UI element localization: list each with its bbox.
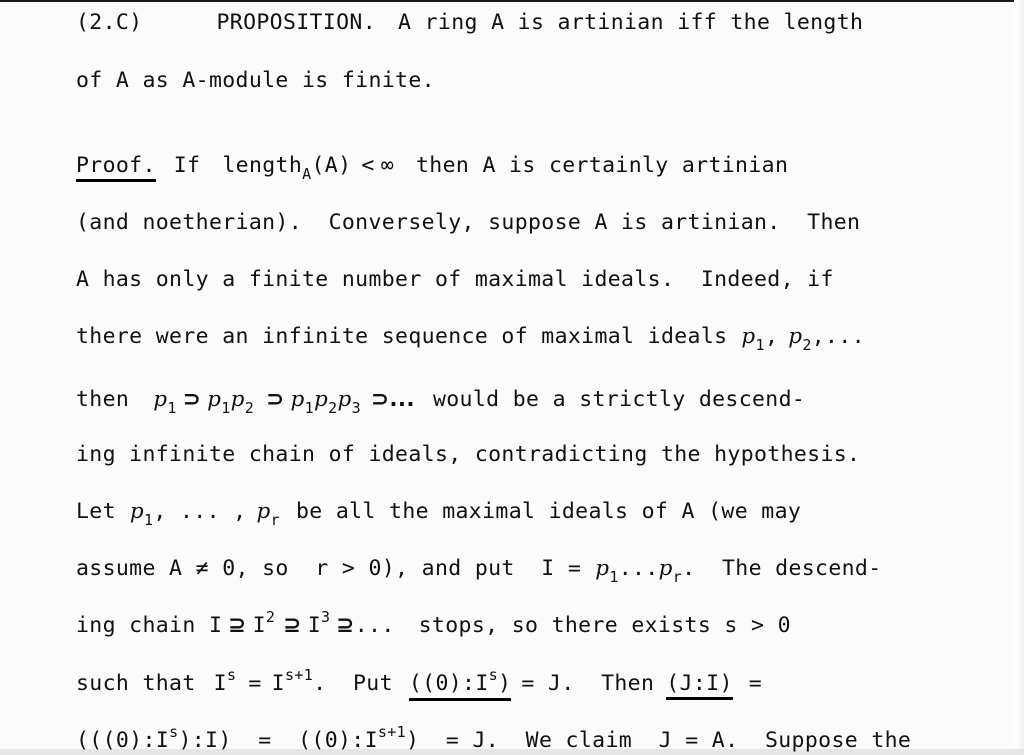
length-subscript: A [302,165,312,183]
ideal-p1-subscript: 1 [609,568,619,586]
chain-p1p2p3-c: p [337,387,352,412]
proof-line-1-rest: then A is certainly artinian [416,153,789,178]
proof-line-7 [76,498,801,527]
proof-line-2: (and noetherian). Conversely, suppose A is artinian. Then [76,210,861,235]
proof-line-4 [76,323,865,352]
chain-p1p2p3-b-sub: 2 [328,399,338,417]
put-word: . Put [313,671,393,696]
equals: = [748,671,763,696]
proposition-label: PROPOSITION. [216,10,377,35]
ideal-p1: p [595,556,610,581]
proof-line-9-rest: stops, so there exists s > 0 [418,613,791,638]
length-word: length [222,153,303,178]
top-rule [0,0,1024,2]
ideal-I: I [213,671,227,696]
proposition-text-line2: of A as A-module is finite. [76,68,435,93]
proof-line-9 [76,608,791,641]
such-that: such that [76,671,196,696]
ideal-I: I [271,671,285,696]
ideal-pr: p [658,556,673,581]
let-word: Let [76,499,116,524]
less-than: < [361,153,375,178]
ellipsis: , ... , [153,499,247,524]
ideal-p2: p [788,324,803,349]
chain-p1p2p3-a-sub: 1 [304,399,314,417]
exponent-s: s [169,723,179,741]
ideal-p2-subscript: 2 [802,336,812,354]
superset-symbol: ⊃ [182,387,202,412]
proof-line-1 [76,152,788,182]
exponent-s-plus-1: s+1 [284,666,314,684]
ideal-p1: p [129,499,145,524]
chain-p1p2-b: p [230,387,245,412]
proof-line-5 [76,386,805,415]
chain-p1-sub: 1 [167,399,177,417]
annihilator-underlined [408,666,512,701]
proof-line-10 [76,666,763,701]
superset-ellipsis: ⊃... [371,387,415,412]
proof-line-4-text: there were an infinite sequence of maximal ideals [76,324,728,349]
proof-line-7-rest: be all the maximal ideals of A (we may [295,499,802,524]
exponent-s-plus-1: s+1 [377,723,407,741]
proof-line-11-mid: ):I) = ((0):I [178,728,378,753]
proposition-number: (2.C) [76,10,143,35]
proof-line-8-rest: . The descend- [682,556,882,581]
proof-line-11-start: (((0):I [76,728,170,753]
comma: , [764,324,779,349]
proof-line-8-text: assume A ≠ 0, so r > 0), and put I = [76,556,582,581]
superset-symbol: ⊃ [266,387,285,412]
page-edge [1014,0,1024,755]
ideal-I: I [307,613,321,638]
superseteq-symbol: ⊇ [336,613,355,638]
length-arg: (A) [311,153,352,178]
ideal-I: I [252,613,266,638]
ideal-pr-subscript: r [672,568,683,586]
proof-label: Proof. [76,154,156,182]
closing-paren: ) [498,671,512,696]
exponent-2: 2 [265,608,276,626]
chain-p1p2p3-c-sub: 3 [351,399,362,417]
infinity-symbol: ∞ [380,153,394,178]
chain-p1: p [153,387,168,412]
equals: = [248,671,262,696]
chain-p1p2-b-sub: 2 [244,399,255,417]
proof-if: If [173,153,201,178]
superseteq-symbol: ⊇ [228,613,247,638]
then-word: then [76,387,130,412]
chain-p1p2-a-sub: 1 [221,399,231,417]
proof-line-11-rest: ) = J. We claim J = A. Suppose the [406,728,912,753]
chain-p1p2p3-b: p [314,387,329,412]
proof-line-3: A has only a finite number of maximal ideals. Indeed, if [76,267,834,292]
proof-line-9-text: ing chain I [76,613,223,638]
ideal-p1-subscript: 1 [144,511,154,529]
exponent-3: 3 [320,608,331,626]
ellipsis: ,... [811,324,865,349]
proof-line-11 [76,723,912,755]
proof-line-5-rest: would be a strictly descend- [432,387,806,412]
ellipsis: ... [618,556,659,581]
ideal-p1: p [741,324,756,349]
ideal-pr: p [256,499,271,524]
superseteq-symbol: ⊇ [283,613,302,638]
chain-p1p2p3-a: p [290,387,305,412]
ellipsis: ... [354,613,395,638]
exponent-s: s [488,666,499,684]
ideal-p1-subscript: 1 [755,336,765,354]
proposition-text-line1: A ring A is artinian iff the length [398,10,864,35]
proof-line-8 [76,555,882,584]
proposition-heading [76,9,863,37]
annihilator-text: ((0):I [408,671,489,696]
ideal-pr-subscript: r [270,511,280,529]
exponent-s: s [226,666,237,684]
colon-ideal-underlined: (J:I) [666,672,732,700]
proof-line-6: ing infinite chain of ideals, contradicting the hypothesis. [76,442,861,467]
equals-J-then: = J. Then [521,671,655,696]
chain-p1p2-a: p [207,387,222,412]
